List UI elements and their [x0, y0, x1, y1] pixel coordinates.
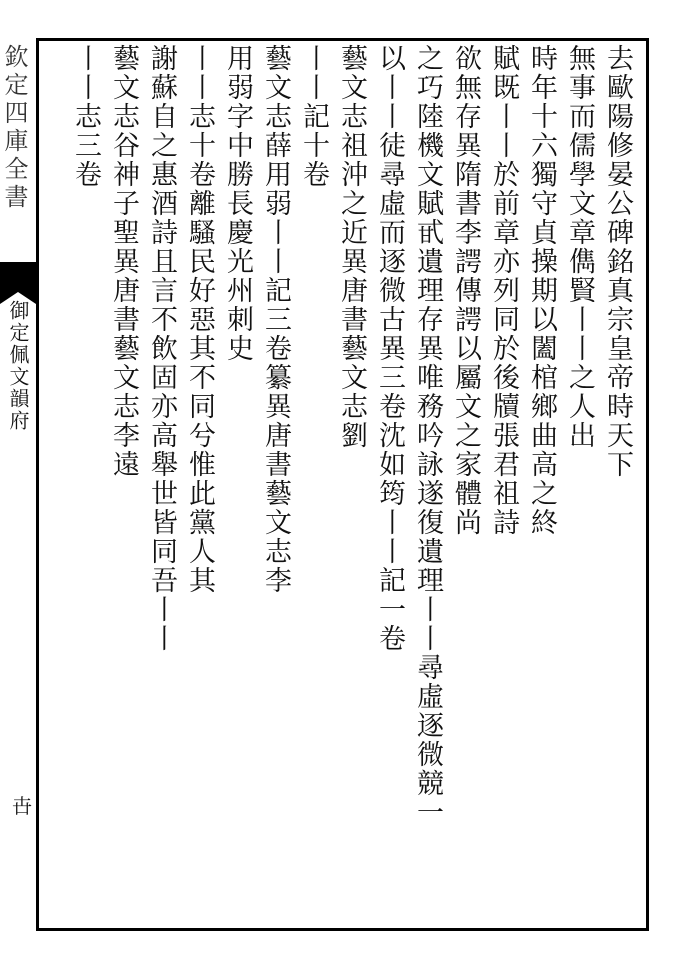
bottom-border	[36, 928, 648, 931]
text-column-3: 時年十六獨守貞操期以闔棺鄉曲高之終	[526, 44, 557, 537]
text-column-10: 藝文志薛用弱丨丨記三卷纂異唐書藝文志李	[260, 44, 291, 595]
top-border	[36, 38, 648, 41]
text-column-9: 丨丨記十卷	[298, 44, 329, 189]
margin-header: 欽定四庫全書	[0, 44, 28, 212]
margin-book-title: 御定佩文韻府	[6, 300, 30, 432]
text-column-12: 丨丨志十卷離騷民好惡其不同兮惟此黨人其	[184, 44, 215, 595]
text-column-6: 之巧陸機文賦甙遺理存異唯務吟詠遂復遺理丨丨尋虛逐微競一	[412, 44, 443, 827]
right-border	[646, 38, 649, 931]
fishtail-mark	[0, 262, 36, 292]
text-column-2: 無事而儒學文章儁賢丨丨之人出	[564, 44, 595, 450]
page-number: 卋	[12, 794, 32, 818]
text-column-7: 以丨丨徒尋虛而逐微古異三卷沈如筠丨丨記一卷	[374, 44, 405, 653]
text-column-1: 去歐陽修晏公碑銘真宗皇帝時天下	[602, 44, 633, 479]
text-column-14: 藝文志谷神子聖異唐書藝文志李遠	[108, 44, 139, 479]
text-column-5: 欲無存異隋書李諤傳諤以屬文之家體尚	[450, 44, 481, 537]
text-column-11: 用弱字中勝長慶光州刺史	[222, 44, 253, 363]
text-column-4: 賦既丨丨於前章亦列同於後牘張君祖詩	[488, 44, 519, 537]
text-column-8: 藝文志祖沖之近異唐書藝文志劉	[336, 44, 367, 450]
text-column-15: 丨丨志三卷	[70, 44, 101, 189]
left-border	[36, 38, 39, 931]
text-column-13: 謝蘇自之惠酒詩且言不飲固亦高舉世皆同吾丨丨	[146, 44, 177, 653]
